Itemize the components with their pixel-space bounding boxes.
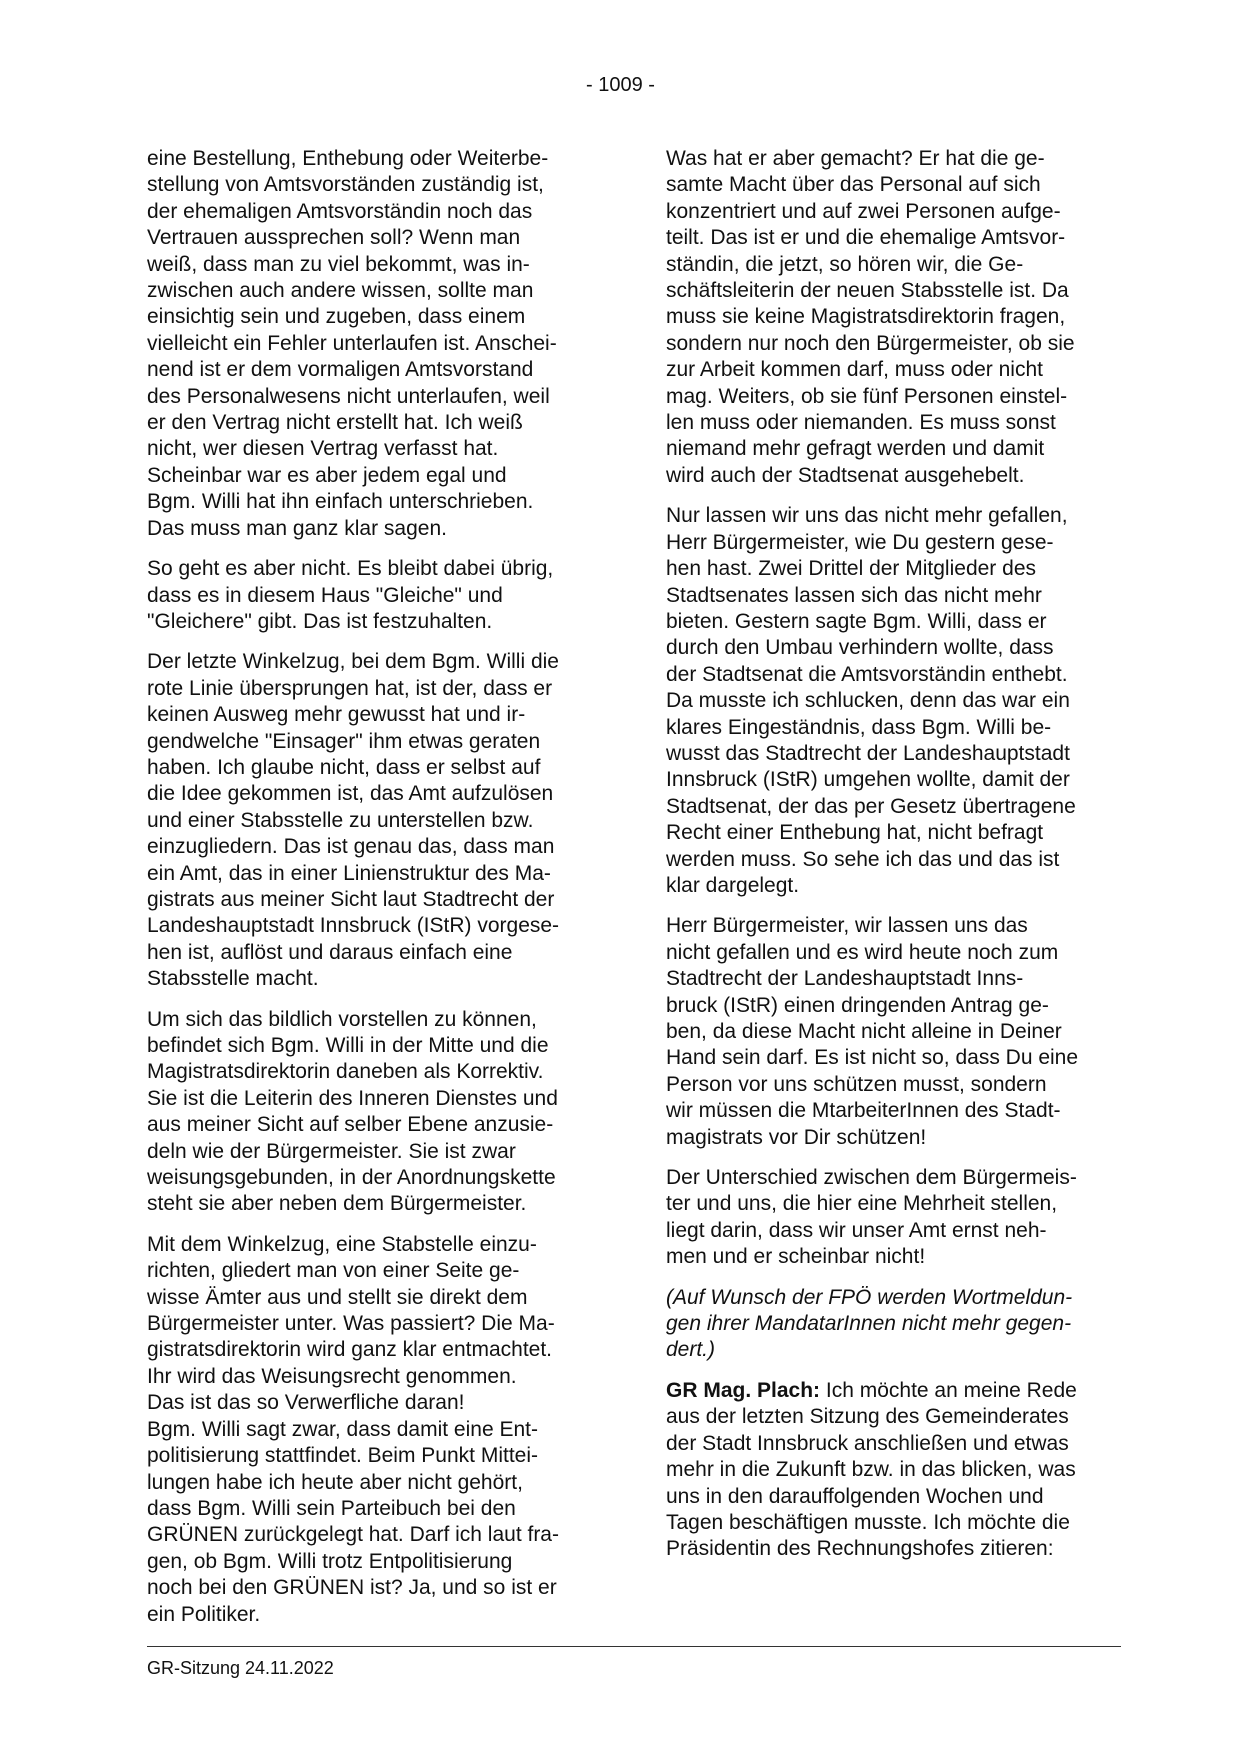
paragraph: So geht es aber nicht. Es bleibt dabei übrig, dass es in diesem Haus "Gleiche" und "Gleichere" gibt. Das ist festzuhalten. (147, 557, 554, 633)
paragraph: eine Bestellung, Enthebung oder Weiterbe- stellung von Amtsvorständen zuständig ist, der ehemaligen Amtsvorständin noch das Vertrauen aussprechen soll? Wenn man weiß, dass man zu viel bekommt, was in- zwischen auch andere wissen, sollte man einsichtig sein und zugeben, dass einem vielleicht ein Fehler unterlaufen ist. Anschei- nend ist er dem vormaligen Amtsvorstand des Personalwesens nicht unterlaufen, weil er den Vertrag nicht erstellt hat. Ich weiß nicht, wer diesen Vertrag verfasst hat. Scheinbar war es aber jedem egal und Bgm. Willi hat ihn einfach unterschrieben. Das muss man ganz klar sagen. (147, 147, 557, 540)
right-column (666, 146, 1121, 1577)
paragraph: Um sich das bildlich vorstellen zu können, befindet sich Bgm. Willi in der Mitte und die Magistratsdirektorin daneben als Korrektiv. Sie ist die Leiterin des Inneren Dienstes und aus meiner Sicht auf selber Ebene anzusie- deln wie der Bürgermeister. Sie ist zwar weisungsgebunden, in der Anordnungskette steht sie aber neben dem Bürgermeister. (147, 1007, 558, 1216)
footer-divider (147, 1646, 1121, 1647)
speech-text: Ich möchte an meine Rede aus der letzten Sitzung des Gemeinderates der Stadt Innsbruck anschließen und etwas mehr in die Zukunft bzw. in das blicken, was uns in den darauffolgenden Wochen und Tagen beschäftigen musste. Ich möchte die Präsidentin des Rechnungshofes zitieren: (666, 1378, 1077, 1561)
paragraph: Der letzte Winkelzug, bei dem Bgm. Willi die rote Linie übersprungen hat, ist der, dass er keinen Ausweg mehr gewusst hat und ir- gendwelche "Einsager" ihm etwas geraten haben. Ich glaube nicht, dass er selbst auf die Idee gekommen ist, das Amt aufzulösen und einer Stabsstelle zu unterstellen bzw. einzugliedern. Das ist genau das, dass man ein Amt, das in einer Linienstruktur des Ma- gistrats aus meiner Sicht laut Stadtrecht der Landeshauptstadt Innsbruck (IStR) vorgese- hen ist, auflöst und daraus einfach eine Stabsstelle macht. (147, 650, 560, 991)
page-number: - 1009 - (586, 74, 655, 96)
footer-session-date: GR-Sitzung 24.11.2022 (147, 1658, 334, 1678)
speech-paragraph (666, 1378, 1121, 1563)
speaker-name: GR Mag. Plach: (666, 1378, 821, 1402)
editorial-note: (Auf Wunsch der FPÖ werden Wortmeldun- gen ihrer MandatarInnen nicht mehr gegen- dert.) (666, 1285, 1073, 1362)
paragraph: Nur lassen wir uns das nicht mehr gefallen, Herr Bürgermeister, wie Du gestern gese- hen hast. Zwei Drittel der Mitglieder des Stadtsenates lassen sich das nicht mehr bieten. Gestern sagte Bgm. Willi, dass er durch den Umbau verhindern wollte, dass der Stadtsenat die Amtsvorständin enthebt. Da musste ich schlucken, denn das war ein klares Eingeständnis, dass Bgm. Willi be- wusst das Stadtrecht der Landeshauptstadt Innsbruck (IStR) umgehen wollte, damit der Stadtsenat, der das per Gesetz übertragene Recht einer Enthebung hat, nicht befragt werden muss. So sehe ich das und das ist klar dargelegt. (666, 504, 1076, 897)
left-column (147, 146, 602, 1642)
paragraph: Mit dem Winkelzug, eine Stabstelle einzu- richten, gliedert man von einer Seite ge- wisse Ämter aus und stellt sie direkt dem Bürgermeister unter. Was passiert? Die Ma- gistratsdirektorin wird ganz klar entmachtet. Ihr wird das Weisungsrecht genommen. Das ist das so Verwerfliche daran! Bgm. Willi sagt zwar, dass damit eine Ent- politisierung stattfindet. Beim Punkt Mittei- lungen habe ich heute aber nicht gehört, dass Bgm. Willi sein Parteibuch bei den GRÜNEN zurückgelegt hat. Darf ich laut fra- gen, ob Bgm. Willi trotz Entpolitisierung noch bei den GRÜNEN ist? Ja, und so ist er ein Politiker. (147, 1232, 559, 1626)
paragraph: Was hat er aber gemacht? Er hat die ge- samte Macht über das Personal auf sich konzentriert und auf zwei Personen aufge- teilt. Das ist er und die ehemalige Amtsvor- ständin, die jetzt, so hören wir, die Ge- schäftsleiterin der neuen Stabsstelle ist. Da muss sie keine Magistratsdirektorin fragen, sondern nur noch den Bürgermeister, ob sie zur Arbeit kommen darf, muss oder nicht mag. Weiters, ob sie fünf Personen einstel- len muss oder niemanden. Es muss sonst niemand mehr gefragt werden und damit wird auch der Stadtsenat ausgehebelt. (666, 147, 1075, 487)
paragraph: Herr Bürgermeister, wir lassen uns das nicht gefallen und es wird heute noch zum Stadtrecht der Landeshauptstadt Inns- bruck (IStR) einen dringenden Antrag ge- ben, da diese Macht nicht alleine in Deiner Hand sein darf. Es ist nicht so, dass Du eine Person vor uns schützen musst, sondern wir müssen die MtarbeiterInnen des Stadt- magistrats vor Dir schützen! (666, 914, 1079, 1149)
paragraph: Der Unterschied zwischen dem Bürgermeis- ter und uns, die hier eine Mehrheit stellen, liegt darin, dass wir unser Amt ernst neh- men und er scheinbar nicht! (666, 1166, 1077, 1269)
